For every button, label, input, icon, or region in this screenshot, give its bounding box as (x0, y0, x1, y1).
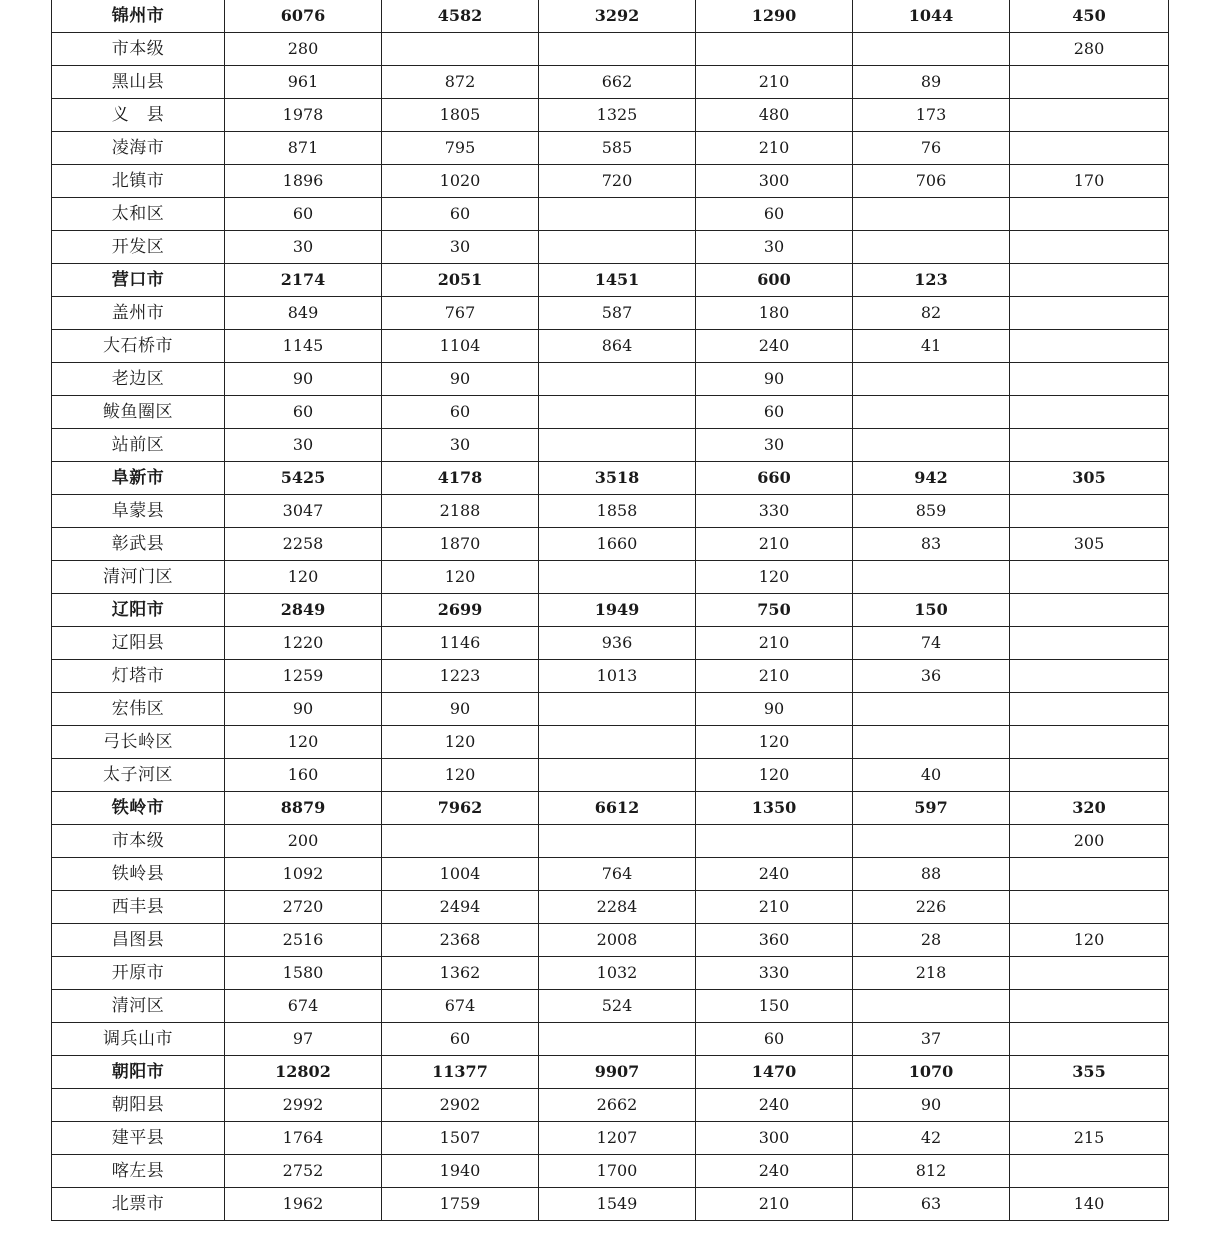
value-cell-col-5: 150 (853, 594, 1010, 627)
value-cell-col-3: 764 (539, 858, 696, 891)
value-cell-col-6 (1010, 198, 1169, 231)
table-row (52, 198, 1169, 231)
value-cell-col-4 (696, 825, 853, 858)
value-cell-col-4: 330 (696, 495, 853, 528)
district-name-cell: 弓长岭区 (52, 726, 225, 759)
value-cell-col-5 (853, 726, 1010, 759)
value-cell-col-2: 4178 (382, 462, 539, 495)
value-cell-col-4 (696, 33, 853, 66)
table-row (52, 396, 1169, 429)
district-name-cell: 调兵山市 (52, 1023, 225, 1056)
district-name-cell: 清河门区 (52, 561, 225, 594)
table-row (52, 1023, 1169, 1056)
value-cell-col-2: 767 (382, 297, 539, 330)
value-cell-col-6 (1010, 66, 1169, 99)
value-cell-col-6: 320 (1010, 792, 1169, 825)
city-name-cell: 锦州市 (52, 0, 225, 33)
value-cell-col-5: 706 (853, 165, 1010, 198)
value-cell-col-2: 120 (382, 561, 539, 594)
value-cell-col-6 (1010, 561, 1169, 594)
table-row (52, 660, 1169, 693)
table-row (52, 1122, 1169, 1155)
value-cell-col-3: 1949 (539, 594, 696, 627)
value-cell-col-6 (1010, 264, 1169, 297)
value-cell-col-6 (1010, 132, 1169, 165)
value-cell-col-2: 11377 (382, 1056, 539, 1089)
value-cell-col-1: 60 (225, 198, 382, 231)
value-cell-col-2: 1004 (382, 858, 539, 891)
value-cell-col-5: 82 (853, 297, 1010, 330)
value-cell-col-6: 280 (1010, 33, 1169, 66)
table-row (52, 363, 1169, 396)
value-cell-col-5: 226 (853, 891, 1010, 924)
district-name-cell: 太子河区 (52, 759, 225, 792)
city-total-row (52, 594, 1169, 627)
value-cell-col-3: 587 (539, 297, 696, 330)
value-cell-col-5: 63 (853, 1188, 1010, 1221)
table-row (52, 495, 1169, 528)
value-cell-col-3: 662 (539, 66, 696, 99)
value-cell-col-4: 120 (696, 759, 853, 792)
value-cell-col-4: 240 (696, 330, 853, 363)
value-cell-col-5: 42 (853, 1122, 1010, 1155)
value-cell-col-4: 750 (696, 594, 853, 627)
value-cell-col-5: 36 (853, 660, 1010, 693)
value-cell-col-2: 1870 (382, 528, 539, 561)
value-cell-col-1: 280 (225, 33, 382, 66)
value-cell-col-5 (853, 825, 1010, 858)
district-name-cell: 昌图县 (52, 924, 225, 957)
value-cell-col-2: 120 (382, 759, 539, 792)
value-cell-col-3: 524 (539, 990, 696, 1023)
value-cell-col-5: 218 (853, 957, 1010, 990)
allocation-table (51, 0, 1169, 1221)
value-cell-col-3 (539, 561, 696, 594)
value-cell-col-3: 3518 (539, 462, 696, 495)
value-cell-col-3: 9907 (539, 1056, 696, 1089)
value-cell-col-5 (853, 33, 1010, 66)
table-row (52, 561, 1169, 594)
city-total-row (52, 1056, 1169, 1089)
value-cell-col-2: 1146 (382, 627, 539, 660)
value-cell-col-6: 215 (1010, 1122, 1169, 1155)
value-cell-col-5: 88 (853, 858, 1010, 891)
value-cell-col-5: 173 (853, 99, 1010, 132)
value-cell-col-5 (853, 429, 1010, 462)
value-cell-col-2: 1759 (382, 1188, 539, 1221)
table-row (52, 1089, 1169, 1122)
value-cell-col-5: 123 (853, 264, 1010, 297)
value-cell-col-5: 812 (853, 1155, 1010, 1188)
value-cell-col-4: 30 (696, 231, 853, 264)
value-cell-col-1: 200 (225, 825, 382, 858)
district-name-cell: 北镇市 (52, 165, 225, 198)
value-cell-col-1: 90 (225, 693, 382, 726)
value-cell-col-4: 60 (696, 1023, 853, 1056)
value-cell-col-2: 30 (382, 429, 539, 462)
value-cell-col-1: 6076 (225, 0, 382, 33)
district-name-cell: 黑山县 (52, 66, 225, 99)
value-cell-col-2: 2699 (382, 594, 539, 627)
value-cell-col-1: 2849 (225, 594, 382, 627)
value-cell-col-4: 330 (696, 957, 853, 990)
value-cell-col-6 (1010, 231, 1169, 264)
value-cell-col-4: 240 (696, 1155, 853, 1188)
value-cell-col-2: 872 (382, 66, 539, 99)
value-cell-col-4: 60 (696, 198, 853, 231)
value-cell-col-3 (539, 759, 696, 792)
value-cell-col-1: 849 (225, 297, 382, 330)
city-name-cell: 铁岭市 (52, 792, 225, 825)
table-row (52, 858, 1169, 891)
value-cell-col-1: 5425 (225, 462, 382, 495)
value-cell-col-3 (539, 198, 696, 231)
value-cell-col-2: 1805 (382, 99, 539, 132)
value-cell-col-2 (382, 825, 539, 858)
table-row (52, 891, 1169, 924)
value-cell-col-6 (1010, 759, 1169, 792)
value-cell-col-1: 60 (225, 396, 382, 429)
value-cell-col-3: 936 (539, 627, 696, 660)
value-cell-col-5: 859 (853, 495, 1010, 528)
table-row (52, 528, 1169, 561)
value-cell-col-1: 871 (225, 132, 382, 165)
district-name-cell: 铁岭县 (52, 858, 225, 891)
value-cell-col-4: 300 (696, 1122, 853, 1155)
table-row (52, 759, 1169, 792)
value-cell-col-4: 1350 (696, 792, 853, 825)
district-name-cell: 喀左县 (52, 1155, 225, 1188)
value-cell-col-6 (1010, 396, 1169, 429)
value-cell-col-2: 1940 (382, 1155, 539, 1188)
value-cell-col-1: 2258 (225, 528, 382, 561)
value-cell-col-2: 90 (382, 363, 539, 396)
value-cell-col-2: 2368 (382, 924, 539, 957)
value-cell-col-6 (1010, 660, 1169, 693)
value-cell-col-3: 1858 (539, 495, 696, 528)
value-cell-col-5: 37 (853, 1023, 1010, 1056)
table-row (52, 924, 1169, 957)
value-cell-col-6 (1010, 693, 1169, 726)
table-row (52, 627, 1169, 660)
value-cell-col-1: 1259 (225, 660, 382, 693)
district-name-cell: 鲅鱼圈区 (52, 396, 225, 429)
value-cell-col-3: 1325 (539, 99, 696, 132)
value-cell-col-6 (1010, 1089, 1169, 1122)
value-cell-col-3: 2662 (539, 1089, 696, 1122)
value-cell-col-4: 600 (696, 264, 853, 297)
value-cell-col-3: 720 (539, 165, 696, 198)
value-cell-col-1: 120 (225, 726, 382, 759)
allocation-table-container (51, 0, 1168, 1221)
table-row (52, 990, 1169, 1023)
value-cell-col-5: 597 (853, 792, 1010, 825)
value-cell-col-3 (539, 396, 696, 429)
value-cell-col-6: 355 (1010, 1056, 1169, 1089)
value-cell-col-6: 305 (1010, 528, 1169, 561)
value-cell-col-5 (853, 561, 1010, 594)
table-row (52, 66, 1169, 99)
table-row (52, 726, 1169, 759)
value-cell-col-5: 74 (853, 627, 1010, 660)
city-total-row (52, 0, 1169, 33)
value-cell-col-6: 450 (1010, 0, 1169, 33)
table-row (52, 957, 1169, 990)
value-cell-col-1: 1145 (225, 330, 382, 363)
value-cell-col-6 (1010, 1023, 1169, 1056)
value-cell-col-3 (539, 693, 696, 726)
value-cell-col-2: 4582 (382, 0, 539, 33)
value-cell-col-3 (539, 825, 696, 858)
value-cell-col-1: 3047 (225, 495, 382, 528)
value-cell-col-6 (1010, 363, 1169, 396)
value-cell-col-3: 1700 (539, 1155, 696, 1188)
value-cell-col-3 (539, 726, 696, 759)
district-name-cell: 西丰县 (52, 891, 225, 924)
district-name-cell: 市本级 (52, 33, 225, 66)
table-row (52, 693, 1169, 726)
value-cell-col-6 (1010, 429, 1169, 462)
value-cell-col-5: 83 (853, 528, 1010, 561)
value-cell-col-4: 480 (696, 99, 853, 132)
value-cell-col-5 (853, 231, 1010, 264)
value-cell-col-3: 1032 (539, 957, 696, 990)
value-cell-col-6 (1010, 594, 1169, 627)
district-name-cell: 凌海市 (52, 132, 225, 165)
value-cell-col-3: 1549 (539, 1188, 696, 1221)
value-cell-col-4: 240 (696, 1089, 853, 1122)
value-cell-col-1: 160 (225, 759, 382, 792)
value-cell-col-1: 90 (225, 363, 382, 396)
value-cell-col-4: 360 (696, 924, 853, 957)
value-cell-col-3 (539, 1023, 696, 1056)
value-cell-col-1: 8879 (225, 792, 382, 825)
value-cell-col-1: 2720 (225, 891, 382, 924)
city-name-cell: 营口市 (52, 264, 225, 297)
table-row (52, 825, 1169, 858)
value-cell-col-2: 1104 (382, 330, 539, 363)
district-name-cell: 义 县 (52, 99, 225, 132)
value-cell-col-6 (1010, 99, 1169, 132)
value-cell-col-4: 1290 (696, 0, 853, 33)
value-cell-col-1: 120 (225, 561, 382, 594)
value-cell-col-3: 1451 (539, 264, 696, 297)
value-cell-col-1: 1580 (225, 957, 382, 990)
value-cell-col-6 (1010, 297, 1169, 330)
value-cell-col-2: 674 (382, 990, 539, 1023)
table-row (52, 1155, 1169, 1188)
value-cell-col-5 (853, 990, 1010, 1023)
value-cell-col-1: 30 (225, 429, 382, 462)
district-name-cell: 开发区 (52, 231, 225, 264)
value-cell-col-2: 60 (382, 1023, 539, 1056)
value-cell-col-4: 60 (696, 396, 853, 429)
value-cell-col-2: 2902 (382, 1089, 539, 1122)
value-cell-col-3: 3292 (539, 0, 696, 33)
value-cell-col-6: 120 (1010, 924, 1169, 957)
district-name-cell: 清河区 (52, 990, 225, 1023)
value-cell-col-2: 795 (382, 132, 539, 165)
value-cell-col-3: 2284 (539, 891, 696, 924)
value-cell-col-4: 210 (696, 891, 853, 924)
value-cell-col-3: 1207 (539, 1122, 696, 1155)
district-name-cell: 灯塔市 (52, 660, 225, 693)
table-row (52, 429, 1169, 462)
value-cell-col-1: 1092 (225, 858, 382, 891)
value-cell-col-5: 76 (853, 132, 1010, 165)
table-row (52, 330, 1169, 363)
value-cell-col-4: 180 (696, 297, 853, 330)
value-cell-col-2: 30 (382, 231, 539, 264)
value-cell-col-4: 120 (696, 561, 853, 594)
value-cell-col-2: 1362 (382, 957, 539, 990)
value-cell-col-2: 120 (382, 726, 539, 759)
value-cell-col-4: 210 (696, 132, 853, 165)
value-cell-col-5: 1070 (853, 1056, 1010, 1089)
value-cell-col-4: 300 (696, 165, 853, 198)
district-name-cell: 建平县 (52, 1122, 225, 1155)
value-cell-col-1: 1220 (225, 627, 382, 660)
value-cell-col-4: 660 (696, 462, 853, 495)
value-cell-col-1: 2752 (225, 1155, 382, 1188)
value-cell-col-1: 674 (225, 990, 382, 1023)
value-cell-col-5: 942 (853, 462, 1010, 495)
table-row (52, 132, 1169, 165)
value-cell-col-4: 90 (696, 363, 853, 396)
value-cell-col-3: 2008 (539, 924, 696, 957)
value-cell-col-4: 210 (696, 660, 853, 693)
value-cell-col-2: 2051 (382, 264, 539, 297)
value-cell-col-5: 41 (853, 330, 1010, 363)
table-row (52, 1188, 1169, 1221)
city-total-row (52, 462, 1169, 495)
district-name-cell: 太和区 (52, 198, 225, 231)
city-name-cell: 阜新市 (52, 462, 225, 495)
city-total-row (52, 264, 1169, 297)
city-name-cell: 辽阳市 (52, 594, 225, 627)
value-cell-col-2: 60 (382, 198, 539, 231)
district-name-cell: 北票市 (52, 1188, 225, 1221)
value-cell-col-2: 1507 (382, 1122, 539, 1155)
value-cell-col-2: 60 (382, 396, 539, 429)
value-cell-col-1: 30 (225, 231, 382, 264)
value-cell-col-1: 12802 (225, 1056, 382, 1089)
district-name-cell: 大石桥市 (52, 330, 225, 363)
district-name-cell: 盖州市 (52, 297, 225, 330)
value-cell-col-5: 1044 (853, 0, 1010, 33)
value-cell-col-4: 150 (696, 990, 853, 1023)
value-cell-col-2: 2188 (382, 495, 539, 528)
value-cell-col-6 (1010, 330, 1169, 363)
value-cell-col-6 (1010, 957, 1169, 990)
value-cell-col-5 (853, 198, 1010, 231)
value-cell-col-6 (1010, 990, 1169, 1023)
value-cell-col-3: 1013 (539, 660, 696, 693)
table-row (52, 99, 1169, 132)
value-cell-col-3: 6612 (539, 792, 696, 825)
value-cell-col-4: 210 (696, 627, 853, 660)
value-cell-col-2: 2494 (382, 891, 539, 924)
value-cell-col-2: 7962 (382, 792, 539, 825)
district-name-cell: 市本级 (52, 825, 225, 858)
city-total-row (52, 792, 1169, 825)
table-body (52, 0, 1169, 1221)
value-cell-col-5: 89 (853, 66, 1010, 99)
value-cell-col-6 (1010, 1155, 1169, 1188)
district-name-cell: 开原市 (52, 957, 225, 990)
value-cell-col-3 (539, 429, 696, 462)
city-name-cell: 朝阳市 (52, 1056, 225, 1089)
value-cell-col-1: 2516 (225, 924, 382, 957)
district-name-cell: 辽阳县 (52, 627, 225, 660)
value-cell-col-5 (853, 693, 1010, 726)
district-name-cell: 朝阳县 (52, 1089, 225, 1122)
table-row (52, 33, 1169, 66)
value-cell-col-2: 90 (382, 693, 539, 726)
value-cell-col-1: 97 (225, 1023, 382, 1056)
value-cell-col-2: 1020 (382, 165, 539, 198)
value-cell-col-5: 90 (853, 1089, 1010, 1122)
value-cell-col-4: 210 (696, 66, 853, 99)
value-cell-col-4: 210 (696, 528, 853, 561)
value-cell-col-6: 140 (1010, 1188, 1169, 1221)
value-cell-col-1: 1962 (225, 1188, 382, 1221)
table-row (52, 231, 1169, 264)
table-row (52, 165, 1169, 198)
value-cell-col-5: 28 (853, 924, 1010, 957)
value-cell-col-6 (1010, 891, 1169, 924)
value-cell-col-6: 305 (1010, 462, 1169, 495)
value-cell-col-6 (1010, 726, 1169, 759)
value-cell-col-3 (539, 231, 696, 264)
table-row (52, 297, 1169, 330)
value-cell-col-4: 240 (696, 858, 853, 891)
value-cell-col-1: 1896 (225, 165, 382, 198)
value-cell-col-4: 1470 (696, 1056, 853, 1089)
value-cell-col-2 (382, 33, 539, 66)
value-cell-col-6 (1010, 858, 1169, 891)
value-cell-col-1: 1764 (225, 1122, 382, 1155)
value-cell-col-3: 585 (539, 132, 696, 165)
value-cell-col-3 (539, 363, 696, 396)
value-cell-col-3: 1660 (539, 528, 696, 561)
value-cell-col-5 (853, 396, 1010, 429)
value-cell-col-6: 200 (1010, 825, 1169, 858)
value-cell-col-4: 210 (696, 1188, 853, 1221)
value-cell-col-5 (853, 363, 1010, 396)
value-cell-col-6 (1010, 627, 1169, 660)
value-cell-col-3 (539, 33, 696, 66)
value-cell-col-2: 1223 (382, 660, 539, 693)
value-cell-col-3: 864 (539, 330, 696, 363)
value-cell-col-1: 2174 (225, 264, 382, 297)
value-cell-col-5: 40 (853, 759, 1010, 792)
value-cell-col-1: 1978 (225, 99, 382, 132)
district-name-cell: 彰武县 (52, 528, 225, 561)
value-cell-col-1: 961 (225, 66, 382, 99)
value-cell-col-4: 120 (696, 726, 853, 759)
district-name-cell: 站前区 (52, 429, 225, 462)
district-name-cell: 宏伟区 (52, 693, 225, 726)
district-name-cell: 阜蒙县 (52, 495, 225, 528)
value-cell-col-4: 90 (696, 693, 853, 726)
value-cell-col-6 (1010, 495, 1169, 528)
value-cell-col-1: 2992 (225, 1089, 382, 1122)
value-cell-col-4: 30 (696, 429, 853, 462)
value-cell-col-6: 170 (1010, 165, 1169, 198)
district-name-cell: 老边区 (52, 363, 225, 396)
